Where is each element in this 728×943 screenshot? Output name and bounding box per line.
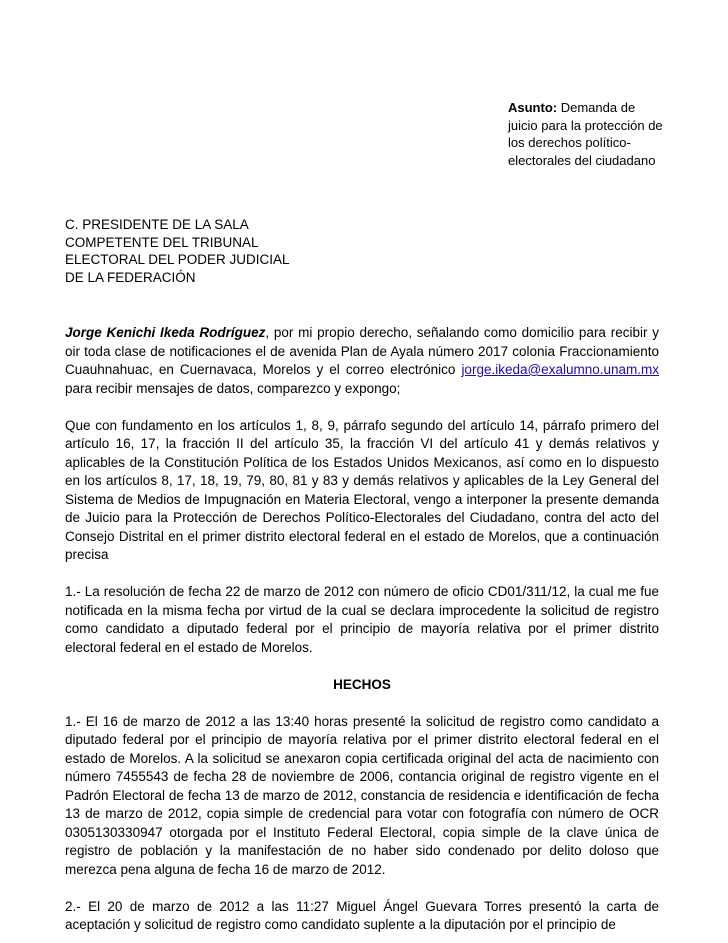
fundamento-paragraph: Que con fundamento en los artículos 1, 8, 9, párrafo segundo del artículo 14, párrafo primero del artículo 16, 17, la fracción II del artículo 35, la fracción VI del artículo 41 y demás relativos y aplicables de la Constitución Política de los Estados Unidos Mexicanos, así como en lo dispuesto en los artículos 8, 17, 18, 19, 79, 80, 81 y 83 y demás relativos y aplicables de la Ley General del Sistema de Medios de Impugnación en Materia Electoral, vengo a interponer la presente demanda de Juicio para la Protección de Derechos Político-Electorales del Ciudadano, contra del acto del Consejo Distrital en el primer distrito electoral federal en el estado de Morelos, que a continuación precisa xyxy=(65,417,659,562)
document-body xyxy=(65,324,659,935)
hechos-heading: HECHOS xyxy=(333,676,391,692)
plaintiff-name: Jorge Kenichi Ikeda Rodríguez xyxy=(65,325,266,340)
acto-paragraph: 1.- La resolución de fecha 22 de marzo de 2012 con número de oficio CD01/311/12, la cual me fue notificada en la misma fecha por virtud de la cual se declara improcedente la solicitud de registro como candidato a diputado federal por el principio de mayoría relativa por el primer distrito electoral federal en el estado de Morelos. xyxy=(65,584,659,655)
addressee-line: ELECTORAL DEL PODER JUDICIAL xyxy=(65,252,290,268)
hecho-2-paragraph: 2.- El 20 de marzo de 2012 a las 11:27 Miguel Ángel Guevara Torres presentó la carta de aceptación y solicitud de registro como candidato suplente a la diputación por el principio de xyxy=(65,898,659,932)
addressee-block xyxy=(65,216,365,286)
addressee-line: COMPETENTE DEL TRIBUNAL xyxy=(65,234,259,250)
asunto-text: Demanda de juicio para la protección de los derechos político-electorales del ciudadano xyxy=(508,100,663,168)
asunto-block xyxy=(508,99,668,169)
addressee-line: DE LA FEDERACIÓN xyxy=(65,269,196,285)
email-link[interactable]: jorge.ikeda@exalumno.unam.mx xyxy=(461,362,659,377)
intro-text-1: , por mi propio derecho, señalando como domicilio para recibir y oir toda clase de notificaciones el de avenida Plan de Ayala número 2017 colonia Fraccionamiento Cuauhnahuac, en Cuernavaca, Morelos y el correo electrónico xyxy=(65,325,659,377)
hecho-1-paragraph: 1.- El 16 de marzo de 2012 a las 13:40 horas presenté la solicitud de registro como candidato a diputado federal por el principio de mayoría relativa por el primer distrito electoral federal en el estado de Morelos. A la solicitud se anexaron copia certificada original del acta de nacimiento con número 7455543 de fecha 28 de noviembre de 2006, contancia original de registro vigente en el Padrón Electoral de fecha 13 de marzo de 2012, constancia de residencia e identificación de fecha 13 de marzo de 2012, copia simple de credencial para votar con fotografía con número de OCR 0305130330947 otorgada por el Instituto Federal Electoral, copia simple de la clave única de registro de población y la manifestación de no haber sido condenado por delito doloso que merezca pena alguna de fecha 16 de marzo de 2012. xyxy=(65,713,659,877)
intro-paragraph xyxy=(65,324,659,398)
asunto-label: Asunto: xyxy=(508,100,558,115)
intro-text-2: para recibir mensajes de datos, comparezco y expongo; xyxy=(65,380,401,396)
addressee-line: C. PRESIDENTE DE LA SALA xyxy=(65,217,249,232)
